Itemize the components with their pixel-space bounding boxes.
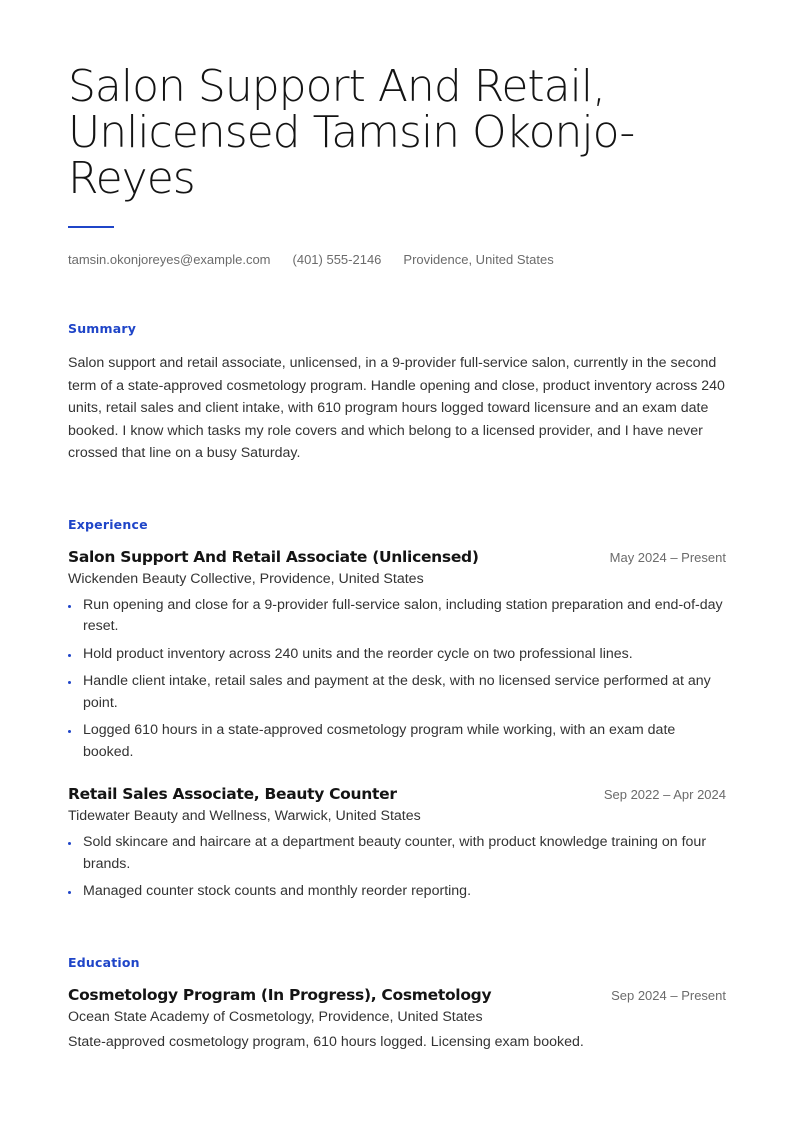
school-name: Ocean State Academy of Cosmetology, Providence, United States bbox=[68, 1008, 483, 1025]
contact-line bbox=[68, 252, 726, 267]
bullet-item: Managed counter stock counts and monthly reorder reporting. bbox=[68, 881, 726, 903]
bullet-item: Run opening and close for a 9-provider full-service salon, including station preparation and end-of-day reset. bbox=[68, 595, 726, 638]
job-title: Retail Sales Associate, Beauty Counter bbox=[68, 785, 397, 803]
entry-header bbox=[68, 785, 726, 803]
summary-heading: Summary bbox=[68, 321, 137, 336]
degree-title: Cosmetology Program (In Progress), Cosmetology bbox=[68, 985, 492, 1004]
accent-divider bbox=[68, 226, 114, 228]
job-date: May 2024 – Present bbox=[609, 549, 726, 565]
education-description: State-approved cosmetology program, 610 hours logged. Licensing exam booked. bbox=[68, 1033, 584, 1050]
bullet-item: Hold product inventory across 240 units and the reorder cycle on two professional lines. bbox=[68, 644, 726, 666]
entry-header bbox=[68, 986, 726, 1004]
experience-entry bbox=[68, 785, 726, 903]
contact-phone[interactable]: (401) 555-2146 bbox=[292, 252, 382, 267]
job-company: Tidewater Beauty and Wellness, Warwick, United States bbox=[68, 808, 421, 824]
education-heading: Education bbox=[68, 954, 140, 970]
bullet-item: Logged 610 hours in a state-approved cosmetology program while working, with an exam date booked. bbox=[68, 720, 726, 763]
entry-header bbox=[68, 548, 726, 566]
bullet-item: Sold skincare and haircare at a department beauty counter, with product knowledge training on four brands. bbox=[68, 832, 726, 875]
contact-email[interactable]: tamsin.okonjoreyes@example.com bbox=[68, 252, 271, 267]
education-date: Sep 2024 – Present bbox=[611, 987, 726, 1003]
education-entry bbox=[68, 986, 726, 1050]
contact-location: Providence, United States bbox=[403, 252, 554, 267]
job-bullets bbox=[68, 832, 726, 903]
job-date: Sep 2022 – Apr 2024 bbox=[603, 787, 726, 802]
candidate-name: Salon Support And Retail, Unlicensed Tamsin Okonjo-Reyes bbox=[68, 61, 635, 204]
experience-entry bbox=[68, 548, 726, 764]
experience-heading: Experience bbox=[68, 516, 148, 532]
summary-text: Salon support and retail associate, unlicensed, in a 9-provider full-service salon, currently in the second term of a state-approved cosmetology program. Handle opening and close, product inventory across 240 units, retail sales and client intake, with 610 program hours logged toward licensure and an exam date booked. I know which tasks my role covers and which belong to a licensed provider, and I have never crossed that line on a busy Saturday. bbox=[68, 355, 725, 461]
job-title: Salon Support And Retail Associate (Unlicensed) bbox=[68, 547, 479, 566]
job-bullets bbox=[68, 595, 726, 764]
bullet-item: Handle client intake, retail sales and payment at the desk, with no licensed service performed at any point. bbox=[68, 671, 726, 714]
job-company: Wickenden Beauty Collective, Providence, United States bbox=[68, 570, 424, 587]
